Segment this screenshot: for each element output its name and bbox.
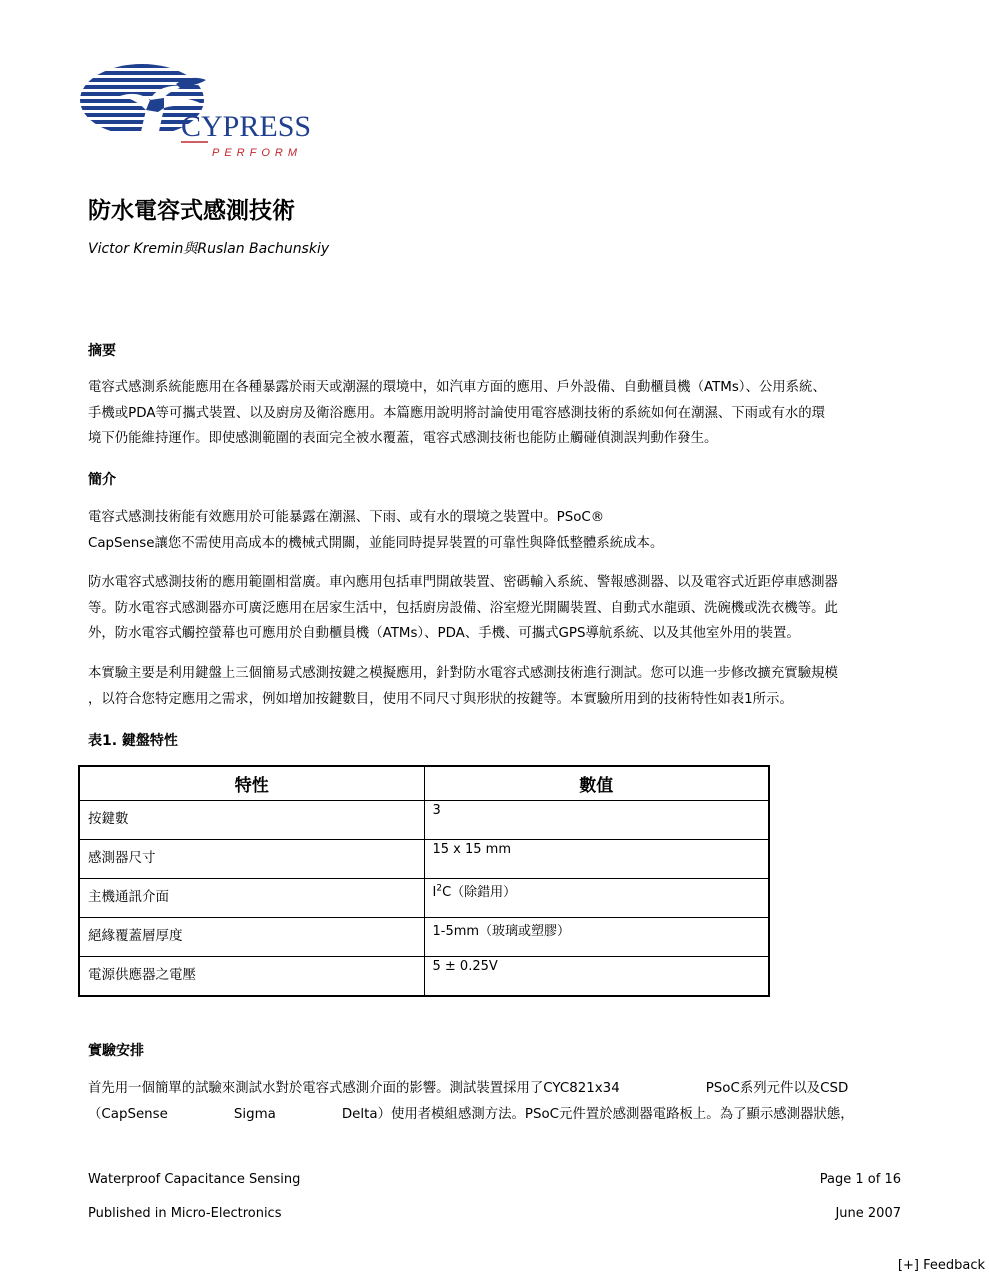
- table-caption: 表1. 鍵盤特性: [88, 733, 178, 749]
- table-cell-property: 感測器尺寸: [79, 840, 424, 879]
- table-row: [79, 840, 769, 879]
- intro-line: 等。防水電容式感測器亦可廣泛應用在居家生活中，包括廚房設備、浴室燈光開關裝置、自動式水龍頭、洗碗機或洗衣機等。此: [88, 600, 838, 616]
- footer-page-number: Page 1 of 16: [819, 1172, 901, 1187]
- intro-line: 本實驗主要是利用鍵盤上三個簡易式感測按鍵之模擬應用，針對防水電容式感測技術進行測試。您可以進一步修改擴充實驗規模: [88, 666, 838, 681]
- cypress-logo: [80, 62, 320, 162]
- table-cell-value: [424, 879, 769, 918]
- table-cell-property: 主機通訊介面: [79, 879, 424, 918]
- document-title: 防水電容式感測技術: [88, 198, 295, 224]
- setup-text: Delta）使用者模組感測方法。PSoC元件置於感測器電路板上。為了顯示感測器狀態，: [341, 1106, 854, 1122]
- intro-line: 外，防水電容式觸控螢幕也可應用於自動櫃員機（ATMs）、PDA、手機、可攜式GPS導航系統、以及其他室外用的裝置。: [88, 626, 800, 641]
- intro-line: ，以符合您特定應用之需求，例如增加按鍵數目，使用不同尺寸與形狀的按鍵等。本實驗所用到的技術特性如表1所示。: [88, 691, 793, 707]
- abstract-line: 境下仍能維持運作。即使感測範圍的表面完全被水覆蓋，電容式感測技術也能防止觸碰偵測誤判動作發生。: [88, 431, 718, 446]
- keypad-spec-table: [78, 765, 770, 997]
- table-row: [79, 957, 769, 996]
- abstract-heading: 摘要: [88, 343, 116, 359]
- table-cell-property: 絕緣覆蓋層厚度: [79, 918, 424, 957]
- table-row: [79, 801, 769, 840]
- authors: Victor Kremin與Ruslan Bachunskiy: [88, 241, 330, 257]
- setup-heading: 實驗安排: [88, 1043, 144, 1059]
- table-header-value: 數值: [424, 766, 769, 801]
- intro-paragraph-1: [88, 505, 908, 556]
- table-header-row: [79, 766, 769, 801]
- value-suffix: C（除錯用）: [442, 885, 517, 900]
- abstract-paragraph: [88, 375, 908, 452]
- intro-line: 電容式感測技術能有效應用於可能暴露在潮濕、下雨、或有水的環境之裝置中。PSoC®: [88, 510, 605, 525]
- table-cell-property: 按鍵數: [79, 801, 424, 840]
- abstract-line: 手機或PDA等可攜式裝置、以及廚房及衛浴應用。本篇應用說明將討論使用電容感測技術的系統如何在潮濕、下雨或有水的環: [88, 405, 826, 421]
- table-cell-property: 電源供應器之電壓: [79, 957, 424, 996]
- setup-paragraph: [88, 1076, 908, 1127]
- setup-text: 首先用一個簡單的試驗來測試水對於電容式感測介面的影響。測試裝置採用了CYC821x34: [88, 1081, 620, 1096]
- setup-line-1: [88, 1076, 908, 1102]
- setup-text: PSoC系列元件以及CSD: [705, 1081, 849, 1096]
- table-cell-value: 3: [424, 801, 769, 840]
- intro-paragraph-2: [88, 570, 908, 647]
- table-header-property: 特性: [79, 766, 424, 801]
- brand-tagline: PERFORM: [212, 147, 302, 159]
- table-cell-value: 1-5mm（玻璃或塑膠）: [424, 918, 769, 957]
- brand-name: CYPRESS: [181, 110, 312, 143]
- table-row: [79, 879, 769, 918]
- value-superscript: 2: [436, 883, 443, 894]
- intro-line: 防水電容式感測技術的應用範圍相當廣。車內應用包括車門開啟裝置、密碼輸入系統、警報感測器、以及電容式近距停車感測器: [88, 575, 838, 590]
- abstract-line: 電容式感測系統能應用在各種暴露於雨天或潮濕的環境中，如汽車方面的應用、戶外設備、自動櫃員機（ATMs）、公用系統、: [88, 380, 826, 395]
- setup-line-2: [88, 1102, 908, 1128]
- cypress-logo-icon: [80, 62, 320, 162]
- footer-date: June 2007: [835, 1206, 901, 1221]
- intro-heading: 簡介: [88, 472, 116, 488]
- setup-text: Sigma: [233, 1106, 276, 1122]
- footer-doc-title: Waterproof Capacitance Sensing: [88, 1172, 301, 1187]
- footer-published: Published in Micro-Electronics: [88, 1206, 282, 1221]
- table-cell-value: 15 x 15 mm: [424, 840, 769, 879]
- setup-text: （CapSense: [88, 1106, 168, 1122]
- table-row: [79, 918, 769, 957]
- intro-paragraph-3: [88, 661, 908, 712]
- value-prefix: I: [432, 885, 437, 900]
- intro-line: CapSense讓您不需使用高成本的機械式開關，並能同時提昇裝置的可靠性與降低整體系統成本。: [88, 535, 664, 551]
- feedback-link[interactable]: [+] Feedback: [897, 1258, 985, 1273]
- table-cell-value: 5 ± 0.25V: [424, 957, 769, 996]
